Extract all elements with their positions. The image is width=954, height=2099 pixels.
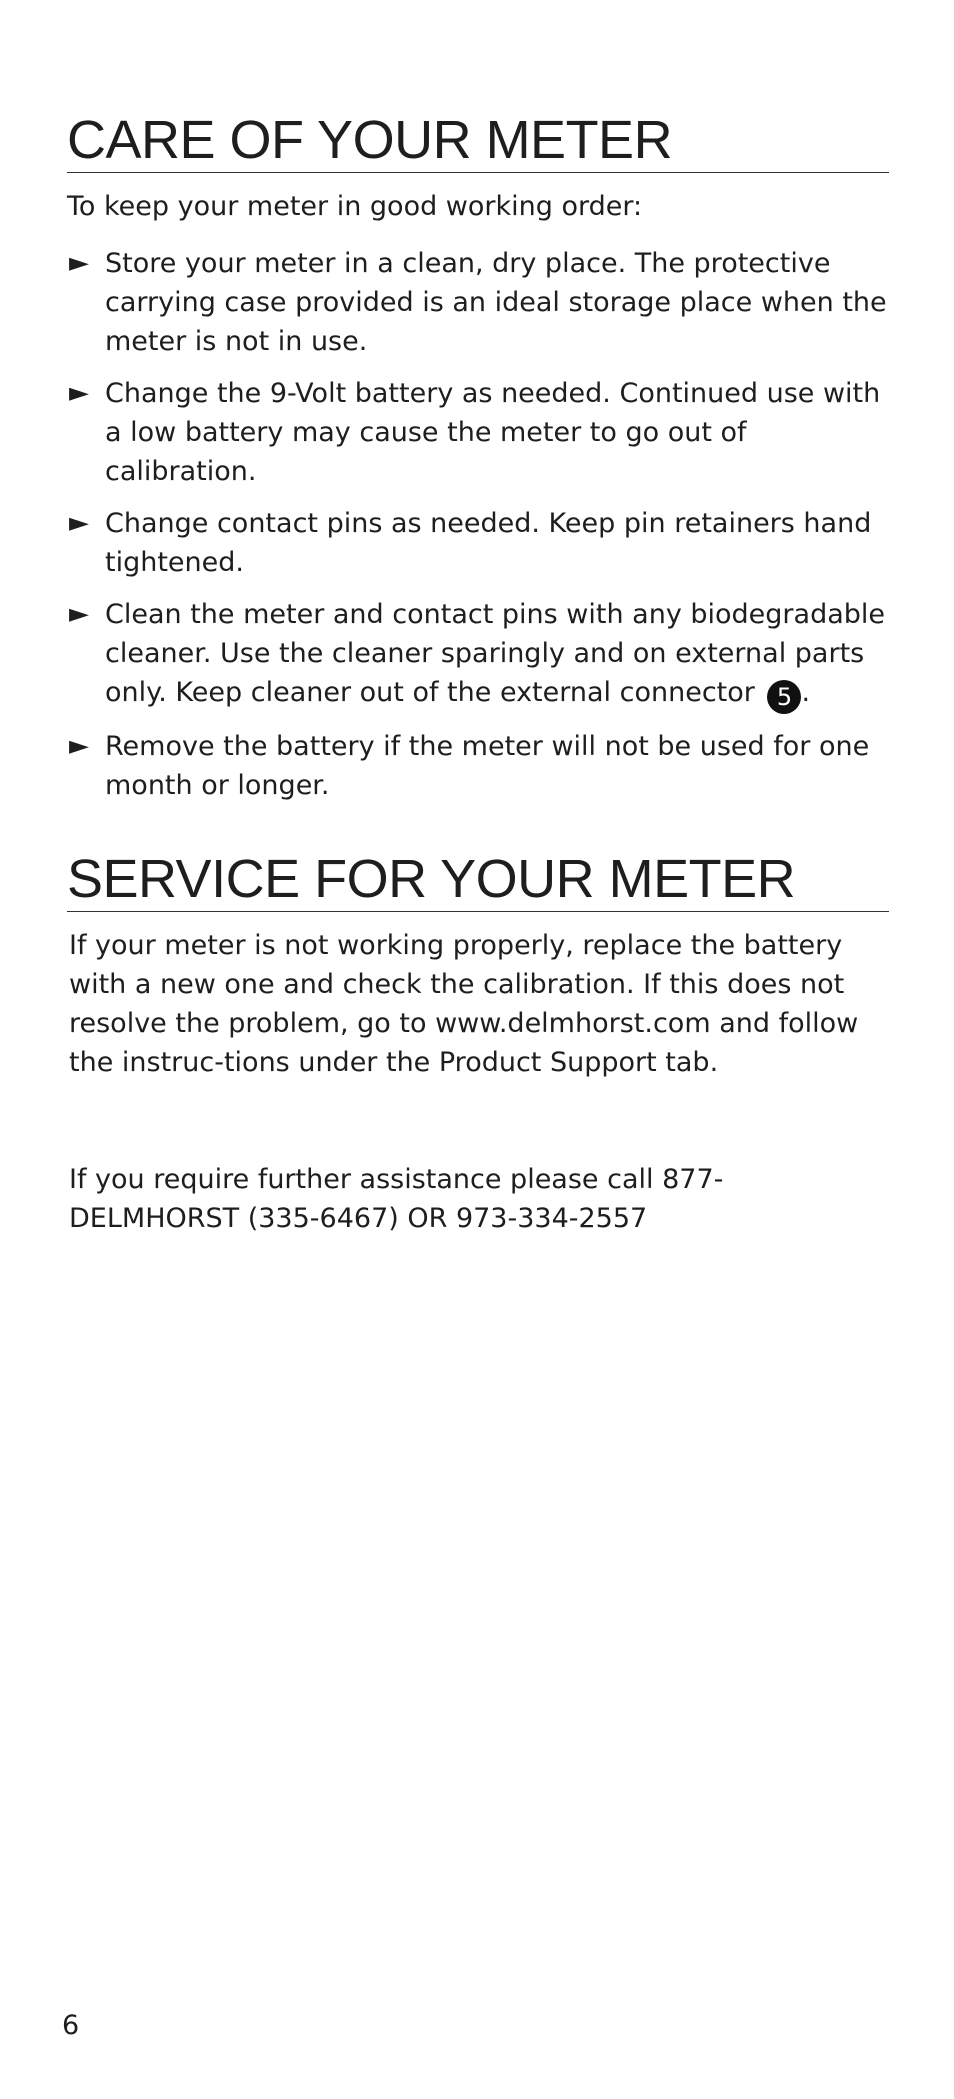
- list-item: [67, 374, 889, 491]
- bullet-arrow-icon: ►: [69, 508, 89, 538]
- list-item: [67, 595, 889, 714]
- list-item: [67, 504, 889, 582]
- bullet-arrow-icon: ►: [69, 599, 89, 629]
- connector-suffix: .: [801, 677, 811, 708]
- manual-page: [67, 110, 889, 1238]
- care-intro: To keep your meter in good working order:: [67, 191, 643, 222]
- assistance-paragraph: If you require further assistance please call 877-DELMHORST (335-6467) OR 973-334-2557: [69, 1164, 724, 1234]
- connector-callout-badge: 5: [767, 680, 801, 714]
- list-item-text: Clean the meter and contact pins with any biodegradable cleaner. Use the cleaner sparingly and on external parts only. Keep cleaner out of the external connector: [105, 599, 886, 708]
- list-item: [67, 727, 889, 805]
- bullet-arrow-icon: ►: [69, 378, 89, 408]
- list-item: [67, 244, 889, 361]
- service-paragraph: If your meter is not working properly, replace the battery with a new one and check the calibration. If this does not resolve the problem, go to www.delmhorst.com and follow the instruc-tions under the Product Support tab.: [69, 930, 859, 1078]
- care-list: [67, 244, 889, 805]
- bullet-arrow-icon: ►: [69, 731, 89, 761]
- list-item-text: Change the 9-Volt battery as needed. Continued use with a low battery may cause the meter to go out of calibration.: [105, 378, 881, 487]
- care-heading: CARE OF YOUR METER: [67, 110, 889, 173]
- service-section: [67, 849, 889, 1238]
- list-item-text: Store your meter in a clean, dry place. The protective carrying case provided is an ideal storage place when the meter is not in use.: [105, 248, 887, 357]
- list-item-text: Remove the battery if the meter will not be used for one month or longer.: [105, 731, 870, 801]
- page-number: 6: [62, 2010, 80, 2041]
- list-item-text: Change contact pins as needed. Keep pin retainers hand tightened.: [105, 508, 872, 578]
- bullet-arrow-icon: ►: [69, 248, 89, 278]
- service-heading: SERVICE FOR YOUR METER: [67, 849, 889, 912]
